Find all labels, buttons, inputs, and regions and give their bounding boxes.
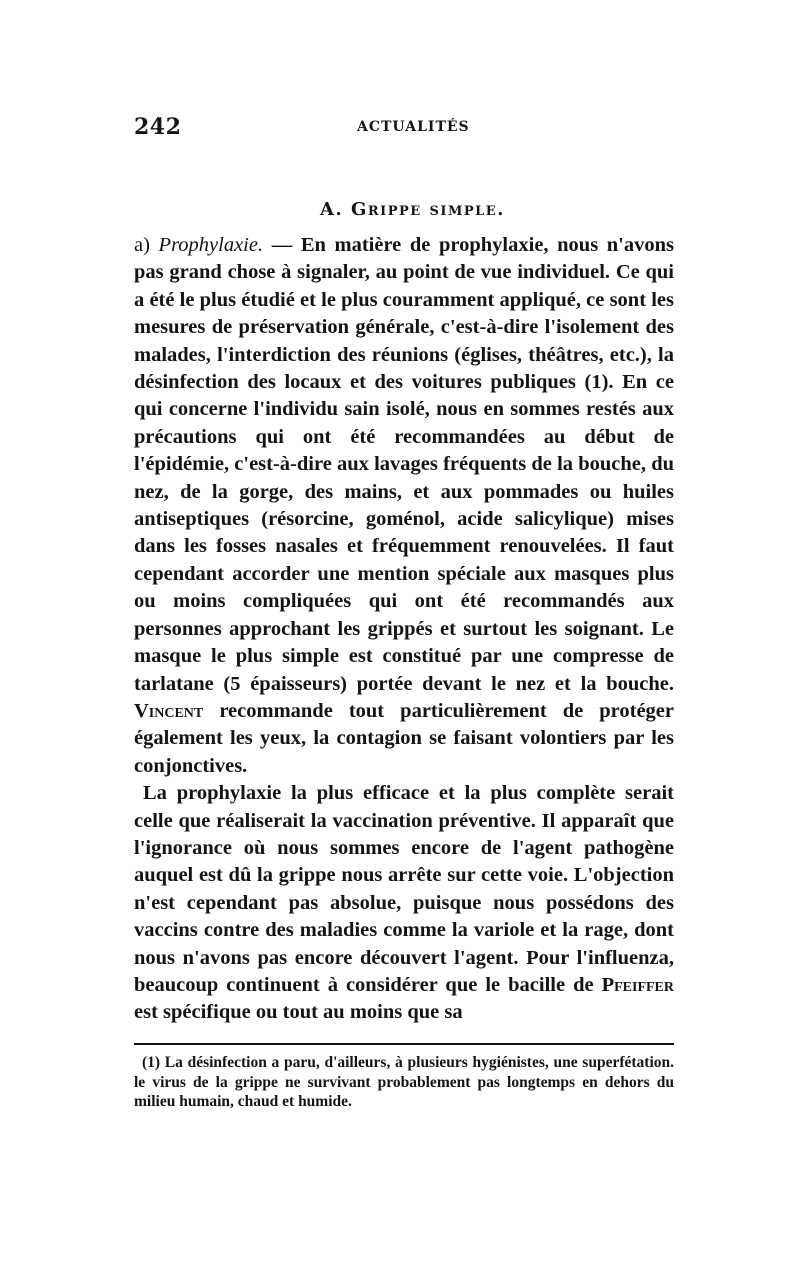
running-head <box>134 114 674 142</box>
paragraph-title-wrap <box>159 234 264 256</box>
section-heading: A. Grippe simple. <box>320 199 505 220</box>
author-pfeiffer: Pfeiffer <box>601 973 674 996</box>
paragraph-prophylaxie <box>134 232 674 780</box>
em-dash: — <box>271 234 293 256</box>
paragraph-2-text: La prophylaxie la plus efficace et la plus complète serait celle que réaliserait la vaccination préventive. Il apparaît que l'ignorance où nous sommes encore de l'agent pathogène auquel est dû la grippe nous arrête sur cette voie. L'objection n'est cependant pas absolue, puisque nous possédons des vaccins contre des maladies comme la variole et la rage, dont nous n'avons pas encore découvert l'agent. Pour l'influenza, beaucoup continuent à considérer que le bacille de <box>134 782 674 996</box>
paragraph-label: a) <box>134 234 150 256</box>
paragraph-2-text-after: est spécifique ou tout au moins que sa <box>134 1001 463 1024</box>
body-text <box>134 232 674 1027</box>
author-vincent: Vincent <box>134 699 204 722</box>
footnote: (1) La désinfection a paru, d'ailleurs, à plusieurs hygiénistes, une superfétation. le virus de la grippe ne survivant probablement pas longtemps en dehors du milieu humain, chaud et humide. <box>134 1054 674 1110</box>
paragraph-1-text: En matière de prophylaxie, nous n'avons pas grand chose à signaler, au point de vue individuel. Ce qui a été le plus étudié et le plus couramment appliqué, ce sont les mesures de préservation générale, c'est-à-dire l'isolement des malades, l'interdiction des réunions (églises, théâtres, etc.), la désinfection des locaux et des voitures publiques (1). En ce qui concerne l'individu sain isolé, nous en sommes restés aux précautions qui ont été recommandées au début de l'épidémie, c'est-à-dire aux lavages fréquents de la bouche, du nez, de la gorge, des mains, et aux pommades ou huiles antiseptiques (résorcine, goménol, acide salicylique) mises dans les fosses nasales et fréquemment renouvelées. Il faut cependant accorder une mention spéciale aux masques plus ou moins compliquées qui ont été recommandés aux personnes approchant les grippés et surtout les soignant. Le masque le plus simple est constitué par une compresse de tarlatane (5 épaisseurs) portée devant le nez et la bouche. <box>134 234 675 695</box>
paragraph-1-text-after: recommande tout particulièrement de protéger également les yeux, la contagion se faisant volontiers par les conjonctives. <box>134 699 675 777</box>
footnote-rule <box>134 1043 674 1045</box>
paragraph-vaccination <box>134 780 674 1027</box>
paragraph-title: Prophylaxie. <box>158 234 264 256</box>
page-number: 242 <box>134 114 182 140</box>
running-title: ACTUALITÉS <box>357 119 470 135</box>
